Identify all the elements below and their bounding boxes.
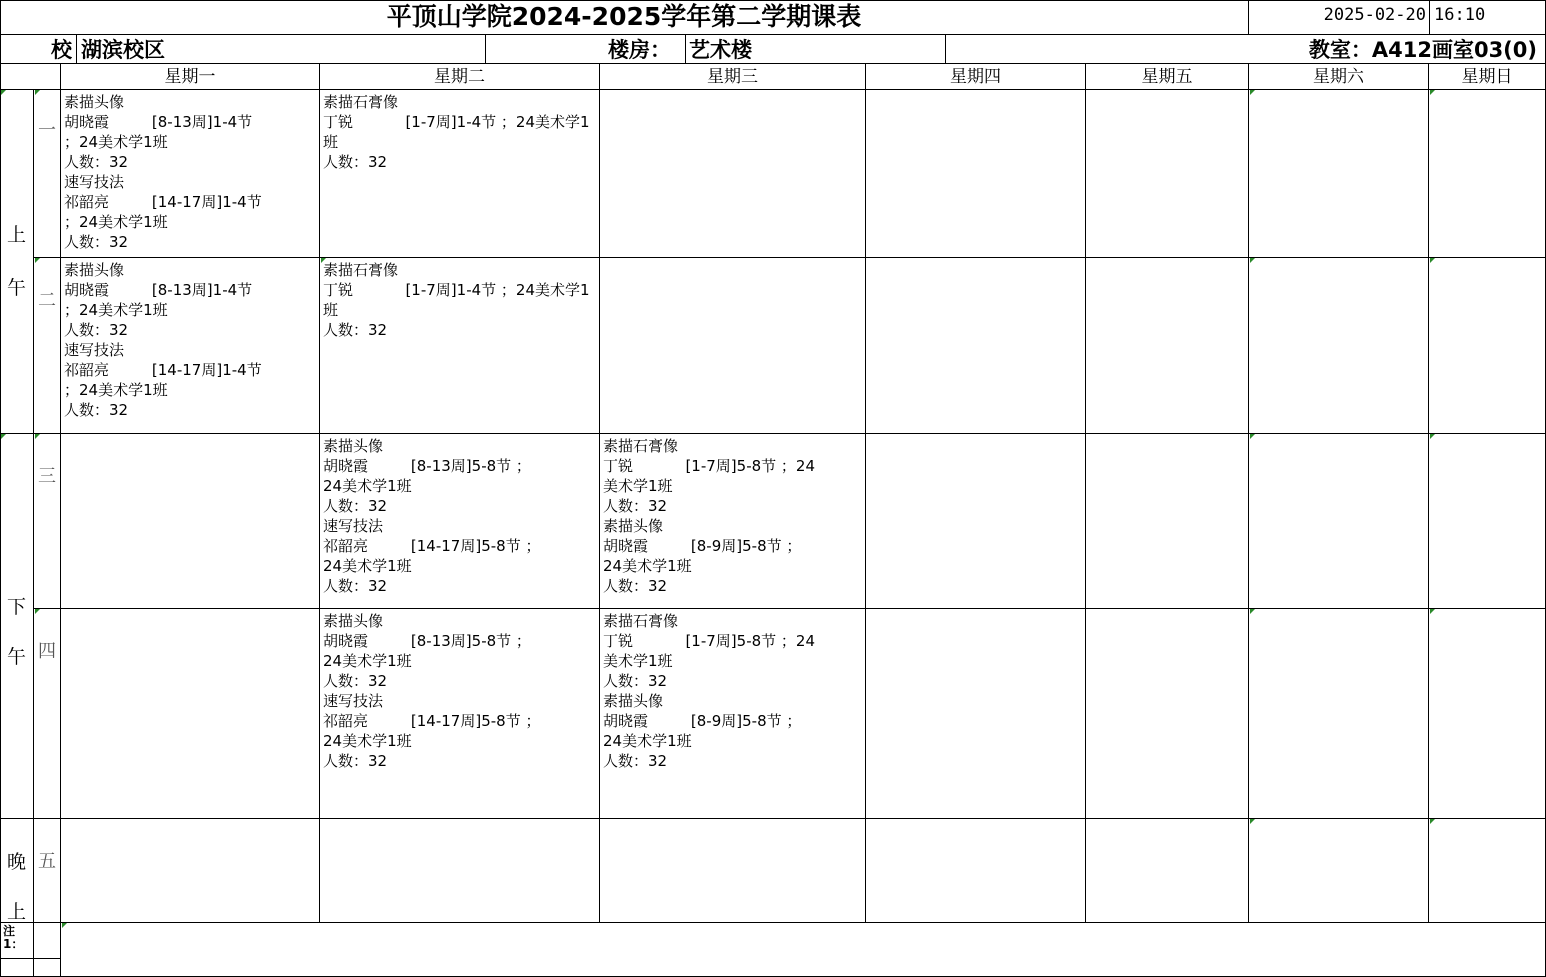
campus-value: 湖滨校区 [77, 35, 486, 64]
section-2-label: 二 [38, 290, 56, 311]
schedule-cell-s5-wed[interactable] [600, 819, 866, 923]
section-4 [34, 609, 61, 819]
comment-marker [1, 434, 6, 439]
comment-marker [1430, 434, 1435, 439]
schedule-cell-s3-wed[interactable]: 素描石膏像 丁锐 [1-7周]5-8节 ；24 美术学1班 人数：32 素描头像 胡晓霞 [8-9周]5-8节 ； 24美术学1班 人数：32 [600, 434, 866, 609]
schedule-cell-s5-mon[interactable] [61, 819, 320, 923]
period-evening-char-2: 上 [6, 901, 26, 923]
schedule-cell-s2-thu[interactable] [866, 258, 1086, 434]
note-spacer-b [34, 959, 61, 977]
corner-cell [0, 64, 61, 90]
schedule-cell-s2-sat[interactable] [1249, 258, 1429, 434]
schedule-cell-s1-fri[interactable] [1086, 90, 1249, 258]
schedule-cell-s5-thu[interactable] [866, 819, 1086, 923]
schedule-cell-s2-fri[interactable] [1086, 258, 1249, 434]
comment-marker [1250, 258, 1255, 263]
comment-marker [62, 923, 67, 928]
comment-marker [1430, 609, 1435, 614]
schedule-cell-s1-thu[interactable] [866, 90, 1086, 258]
day-header-sun: 星期日 [1429, 64, 1546, 90]
section-2 [34, 258, 61, 434]
note-spacer-a [0, 959, 34, 977]
schedule-cell-s2-tue[interactable]: 素描石膏像 丁锐 [1-7周]1-4节 ；24美术学1班 人数：32 [320, 258, 600, 434]
period-evening-char-1: 晚 [6, 851, 26, 873]
schedule-cell-s5-tue[interactable] [320, 819, 600, 923]
comment-marker [1250, 819, 1255, 824]
schedule-cell-s2-mon[interactable]: 素描头像 胡晓霞 [8-13周]1-4节 ；24美术学1班 人数：32 速写技法 祁韶亮 [14-17周]1-4节 ；24美术学1班 人数：32 [61, 258, 320, 434]
comment-marker [35, 434, 40, 439]
section-5 [34, 819, 61, 923]
period-evening [0, 819, 34, 923]
comment-marker [1, 90, 6, 95]
classroom-label: 教室：A412画室03(0) [946, 35, 1546, 64]
note-content[interactable] [61, 923, 1546, 977]
page-title: 平顶山学院2024-2025学年第二学期课表 [0, 0, 1249, 35]
campus-label: 校 [0, 35, 77, 64]
section-5-label: 五 [38, 851, 56, 872]
comment-marker [35, 258, 40, 263]
period-morning [0, 90, 34, 434]
schedule-cell-s2-wed[interactable] [600, 258, 866, 434]
schedule-cell-s1-wed[interactable] [600, 90, 866, 258]
schedule-cell-s1-sat[interactable] [1249, 90, 1429, 258]
schedule-cell-s4-thu[interactable] [866, 609, 1086, 819]
schedule-cell-s3-fri[interactable] [1086, 434, 1249, 609]
comment-marker [1250, 609, 1255, 614]
period-afternoon [0, 434, 34, 819]
day-header-mon: 星期一 [61, 64, 320, 90]
schedule-cell-s3-mon[interactable] [61, 434, 320, 609]
schedule-cell-s1-mon[interactable]: 素描头像 胡晓霞 [8-13周]1-4节 ；24美术学1班 人数：32 速写技法 祁韶亮 [14-17周]1-4节 ；24美术学1班 人数：32 [61, 90, 320, 258]
comment-marker [1430, 258, 1435, 263]
comment-marker [321, 258, 326, 263]
schedule-cell-s4-sat[interactable] [1249, 609, 1429, 819]
time-cell: 16:10 [1430, 0, 1546, 35]
comment-marker [35, 90, 40, 95]
schedule-cell-s4-mon[interactable] [61, 609, 320, 819]
schedule-cell-s3-thu[interactable] [866, 434, 1086, 609]
comment-marker [1430, 90, 1435, 95]
day-header-fri: 星期五 [1086, 64, 1249, 90]
schedule-cell-s3-sun[interactable] [1429, 434, 1546, 609]
section-4-label: 四 [38, 641, 56, 662]
schedule-cell-s5-sat[interactable] [1249, 819, 1429, 923]
schedule-cell-s1-tue[interactable]: 素描石膏像 丁锐 [1-7周]1-4节 ；24美术学1班 人数：32 [320, 90, 600, 258]
section-3 [34, 434, 61, 609]
note-label: 注1： [0, 923, 34, 959]
building-label: 楼房： [486, 35, 686, 64]
day-header-thu: 星期四 [866, 64, 1086, 90]
period-morning-char-2: 午 [6, 277, 26, 299]
schedule-cell-s4-tue[interactable]: 素描头像 胡晓霞 [8-13周]5-8节 ； 24美术学1班 人数：32 速写技法 祁韶亮 [14-17周]5-8节 ； 24美术学1班 人数：32 [320, 609, 600, 819]
period-morning-char-1: 上 [6, 224, 26, 246]
period-afternoon-char-2: 午 [6, 646, 26, 668]
schedule-cell-s1-sun[interactable] [1429, 90, 1546, 258]
comment-marker [1250, 434, 1255, 439]
day-header-tue: 星期二 [320, 64, 600, 90]
schedule-cell-s3-sat[interactable] [1249, 434, 1429, 609]
period-afternoon-char-1: 下 [6, 596, 26, 618]
section-1 [34, 90, 61, 258]
schedule-cell-s4-wed[interactable]: 素描石膏像 丁锐 [1-7周]5-8节 ；24 美术学1班 人数：32 素描头像 胡晓霞 [8-9周]5-8节 ； 24美术学1班 人数：32 [600, 609, 866, 819]
note-sub-cell [34, 923, 61, 959]
comment-marker [35, 609, 40, 614]
schedule-cell-s4-fri[interactable] [1086, 609, 1249, 819]
comment-marker [1430, 819, 1435, 824]
schedule-cell-s4-sun[interactable] [1429, 609, 1546, 819]
schedule-cell-s5-fri[interactable] [1086, 819, 1249, 923]
schedule-cell-s3-tue[interactable]: 素描头像 胡晓霞 [8-13周]5-8节 ； 24美术学1班 人数：32 速写技法 祁韶亮 [14-17周]5-8节 ； 24美术学1班 人数：32 [320, 434, 600, 609]
section-3-label: 三 [38, 466, 56, 487]
section-1-label: 一 [38, 120, 56, 141]
schedule-cell-s5-sun[interactable] [1429, 819, 1546, 923]
comment-marker [1250, 90, 1255, 95]
date-cell: 2025-02-20 [1249, 0, 1430, 35]
day-header-wed: 星期三 [600, 64, 866, 90]
schedule-cell-s2-sun[interactable] [1429, 258, 1546, 434]
day-header-sat: 星期六 [1249, 64, 1429, 90]
building-value: 艺术楼 [686, 35, 946, 64]
